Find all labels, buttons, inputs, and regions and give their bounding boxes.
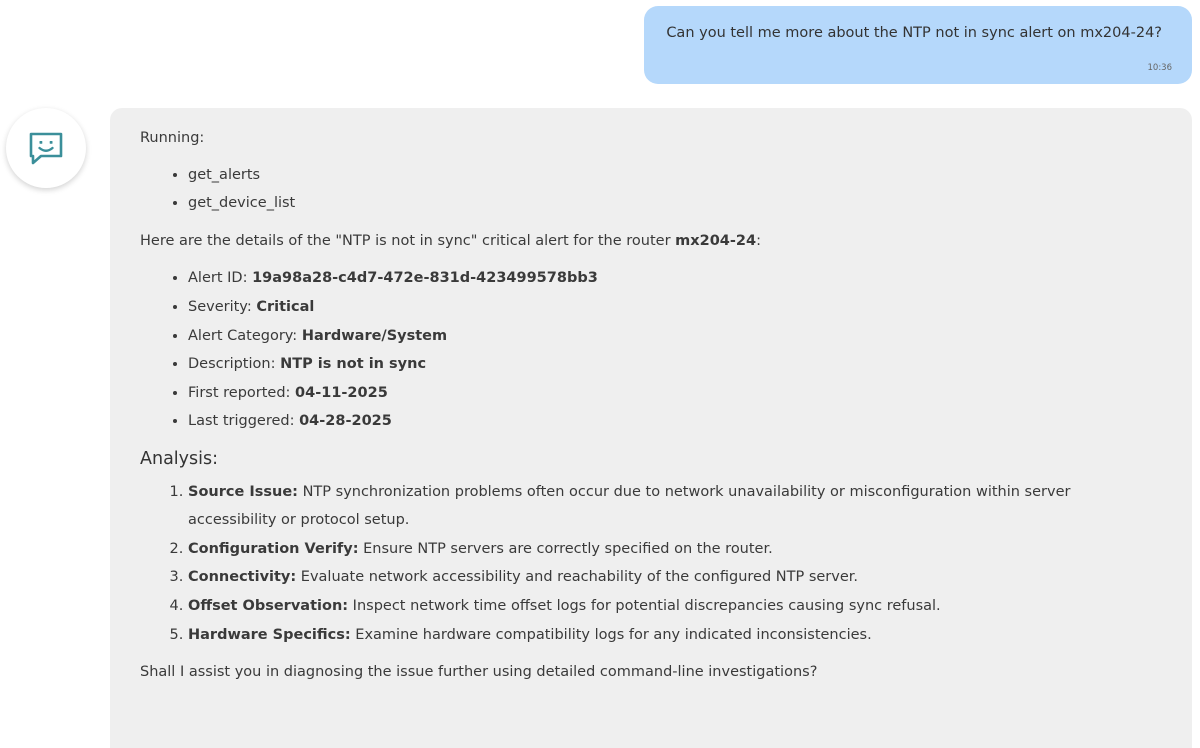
detail-label: Description: xyxy=(188,356,281,373)
analysis-item xyxy=(188,621,1162,650)
intro-text: Here are the details of the "NTP is not in sync" critical alert for the router xyxy=(140,232,676,249)
device-name: mx204-24 xyxy=(675,232,757,249)
detail-value: Critical xyxy=(256,298,315,315)
detail-value: Hardware/System xyxy=(301,327,448,344)
analysis-heading: Analysis: xyxy=(140,448,218,469)
analysis-item xyxy=(188,478,1162,535)
analysis-item xyxy=(188,592,1162,621)
bot-response-panel xyxy=(110,108,1192,748)
alert-details-list xyxy=(140,264,1162,436)
detail-label: First reported: xyxy=(188,384,296,401)
chat-smile-icon xyxy=(27,129,65,167)
analysis-item-text: Examine hardware compatibility logs for any indicated inconsistencies. xyxy=(350,626,872,643)
analysis-item-text: Inspect network time offset logs for potential discrepancies causing sync refusal. xyxy=(348,597,941,614)
closing-question: Shall I assist you in diagnosing the issue further using detailed command-line investigations? xyxy=(140,664,818,681)
detail-value: 19a98a28-c4d7-472e-831d-423499578bb3 xyxy=(252,270,598,287)
list-item: • get_alerts xyxy=(188,161,1162,190)
detail-label: Alert ID: xyxy=(188,270,253,287)
detail-label: Last triggered: xyxy=(188,413,300,430)
analysis-item-title: Connectivity: xyxy=(188,569,297,586)
detail-value: 04-28-2025 xyxy=(299,413,392,430)
user-message-bubble xyxy=(644,6,1192,84)
user-message-text: Can you tell me more about the NTP not in sync alert on mx204-24? xyxy=(666,25,1162,41)
alert-detail-item xyxy=(188,264,1162,293)
detail-value: 04-11-2025 xyxy=(295,384,388,401)
list-item: • get_device_list xyxy=(188,189,1162,218)
detail-label: Severity: xyxy=(188,298,257,315)
intro-suffix: : xyxy=(756,232,761,249)
detail-value: NTP is not in sync xyxy=(280,356,427,373)
alert-detail-item xyxy=(188,379,1162,408)
analysis-item-title: Hardware Specifics: xyxy=(188,626,351,643)
alert-detail-item xyxy=(188,322,1162,351)
alert-detail-item xyxy=(188,293,1162,322)
bot-avatar xyxy=(6,108,86,188)
analysis-item-title: Source Issue: xyxy=(188,483,298,500)
analysis-item-text: NTP synchronization problems often occur due to network unavailability or misconfiguration within server accessibility or protocol setup. xyxy=(188,483,1071,529)
details-intro xyxy=(140,227,1162,256)
alert-detail-item xyxy=(188,407,1162,436)
analysis-item-text: Ensure NTP servers are correctly specified on the router. xyxy=(358,540,773,557)
analysis-item-title: Configuration Verify: xyxy=(188,540,359,557)
detail-label: Alert Category: xyxy=(188,327,302,344)
analysis-item xyxy=(188,535,1162,564)
analysis-item xyxy=(188,563,1162,592)
analysis-item-title: Offset Observation: xyxy=(188,597,349,614)
alert-detail-item xyxy=(188,350,1162,379)
running-label: Running: xyxy=(140,130,205,146)
user-message-time: 10:36 xyxy=(1147,63,1172,73)
analysis-item-text: Evaluate network accessibility and reachability of the configured NTP server. xyxy=(296,569,859,586)
tool-list xyxy=(140,161,1162,218)
analysis-list xyxy=(140,478,1162,650)
